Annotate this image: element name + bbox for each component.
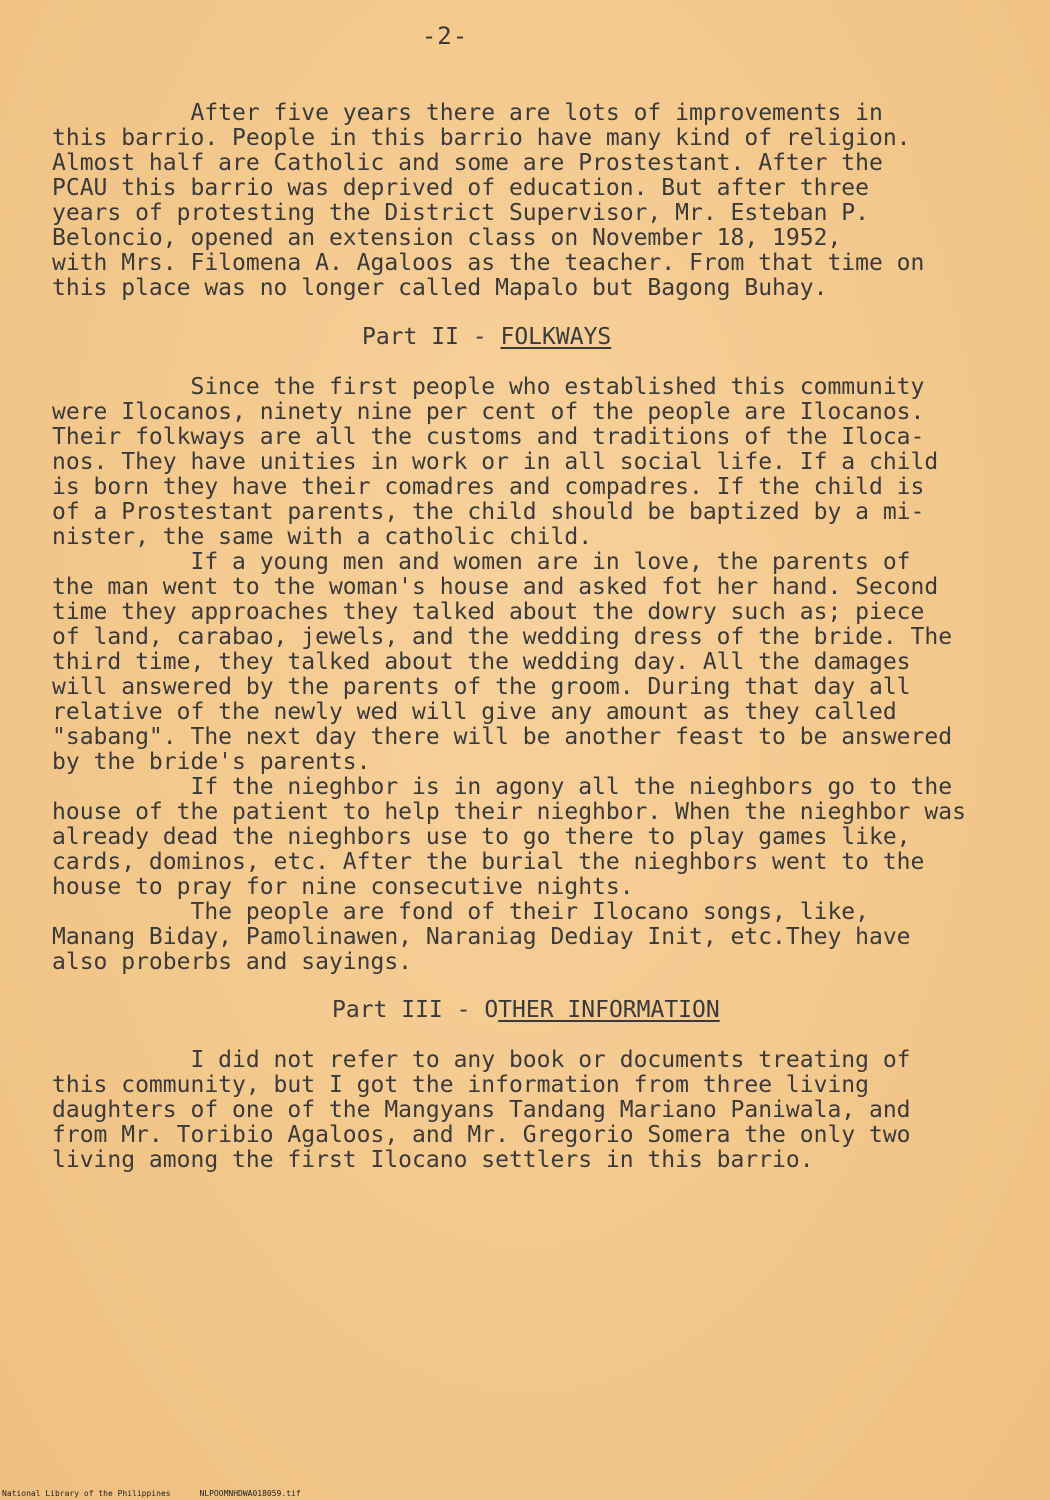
text-line: by the bride's parents.: [52, 749, 371, 775]
heading-part-iii-title: THER INFORMATION: [498, 997, 720, 1023]
text-line: with Mrs. Filomena A. Agaloos as the teacher. From that time on: [52, 250, 925, 276]
text-line: nister, the same with a catholic child.: [52, 524, 593, 550]
text-line: time they approaches they talked about the dowry such as; piece: [52, 599, 925, 625]
text-line: the man went to the woman's house and asked fot her hand. Second: [52, 574, 939, 600]
heading-part-ii-title: FOLKWAYS: [500, 324, 612, 350]
scan-footer: [2, 1489, 301, 1498]
text-line: also proberbs and sayings.: [52, 949, 413, 975]
page-number: -2-: [421, 22, 469, 50]
text-line: this barrio. People in this barrio have many kind of religion.: [52, 125, 911, 151]
heading-part-ii-folkways: [362, 325, 611, 350]
text-line: of a Prostestant parents, the child should be baptized by a mi-: [52, 499, 925, 525]
text-line: Almost half are Catholic and some are Prostestant. After the: [52, 150, 883, 176]
text-line: If the nieghbor is in agony all the nieghbors go to the: [52, 774, 953, 800]
heading-part-ii-prefix: Part II -: [362, 324, 501, 350]
footer-filename: NLPOOMNHDWA018059.tif: [199, 1489, 301, 1498]
paragraph-history: [52, 101, 1042, 301]
text-line: years of protesting the District Supervisor, Mr. Esteban P.: [52, 200, 869, 226]
text-line: house to pray for nine consecutive nights.: [52, 874, 634, 900]
text-line: nos. They have unities in work or in all social life. If a child: [52, 449, 939, 475]
text-line: is born they have their comadres and compadres. If the child is: [52, 474, 925, 500]
text-line: from Mr. Toribio Agaloos, and Mr. Gregorio Somera the only two: [52, 1122, 911, 1148]
text-line: If a young men and women are in love, the parents of: [52, 549, 911, 575]
text-line: daughters of one of the Mangyans Tandang Mariano Paniwala, and: [52, 1097, 911, 1123]
paragraph-other-information: [52, 1048, 1042, 1173]
text-line: cards, dominos, etc. After the burial the nieghbors went to the: [52, 849, 925, 875]
text-line: of land, carabao, jewels, and the wedding dress of the bride. The: [52, 624, 953, 650]
text-line: third time, they talked about the wedding day. All the damages: [52, 649, 911, 675]
text-line: Beloncio, opened an extension class on November 18, 1952,: [52, 225, 842, 251]
text-line: house of the patient to help their nieghbor. When the nieghbor was: [52, 799, 966, 825]
heading-part-iii-prefix: Part III - O: [332, 997, 499, 1023]
text-line: After five years there are lots of improvements in: [52, 100, 883, 126]
text-line: already dead the nieghbors use to go there to play games like,: [52, 824, 911, 850]
heading-part-iii-other-information: [332, 998, 720, 1023]
footer-library: National Library of the Philippines: [2, 1489, 171, 1498]
paragraph-folkways: [52, 375, 1042, 975]
text-line: living among the first Ilocano settlers in this barrio.: [52, 1147, 814, 1173]
text-line: The people are fond of their Ilocano songs, like,: [52, 899, 869, 925]
text-line: "sabang". The next day there will be another feast to be answered: [52, 724, 953, 750]
text-line: were Ilocanos, ninety nine per cent of the people are Ilocanos.: [52, 399, 925, 425]
text-line: this place was no longer called Mapalo but Bagong Buhay.: [52, 275, 828, 301]
text-line: Manang Biday, Pamolinawen, Naraniag Dediay Init, etc.They have: [52, 924, 911, 950]
text-line: this community, but I got the information from three living: [52, 1072, 869, 1098]
text-line: I did not refer to any book or documents treating of: [52, 1047, 911, 1073]
text-line: Since the first people who established this community: [52, 374, 925, 400]
text-line: will answered by the parents of the groom. During that day all: [52, 674, 911, 700]
text-line: PCAU this barrio was deprived of education. But after three: [52, 175, 869, 201]
text-line: relative of the newly wed will give any amount as they called: [52, 699, 897, 725]
text-line: Their folkways are all the customs and traditions of the Iloca-: [52, 424, 925, 450]
